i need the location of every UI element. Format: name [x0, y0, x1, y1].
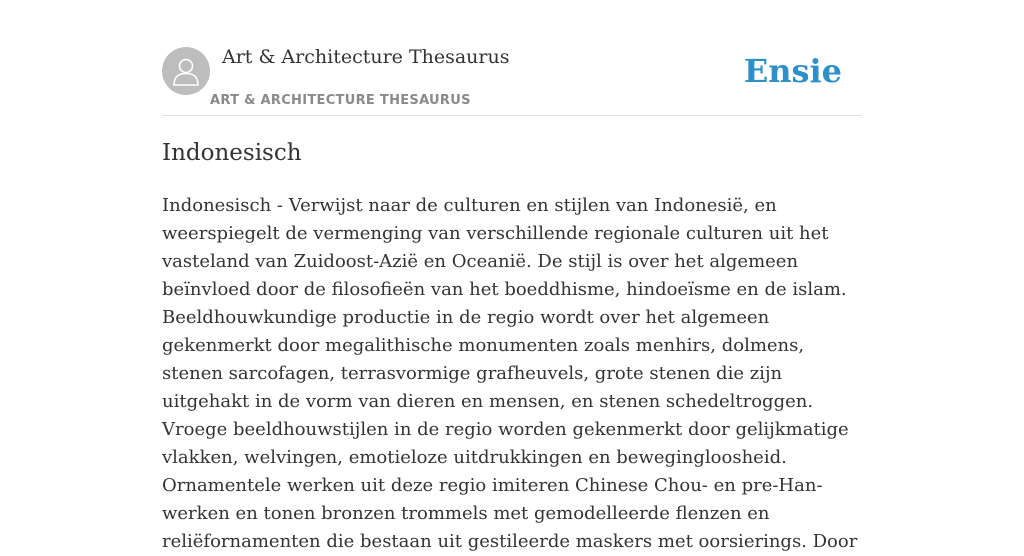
article-body: Indonesisch - Verwijst naar de culturen en stijlen van Indonesië, en weerspiegelt de vermenging van verschillende regionale culturen uit het vasteland van Zuidoost-Azië en Oceanië. De stijl is over het algemeen beïnvloed door de filosofieën van het boeddhisme, hindoeïsme en de islam. Beeldhouwkundige productie in de regio wordt over het algemeen gekenmerkt door megalithische monumenten zoals menhirs, dolmens, stenen sarcofagen, terrasvormige grafheuvels, grote stenen die zijn uitgehakt in de vorm van dieren en mensen, en stenen schedeltroggen. Vroege beeldhouwstijlen in de regio worden gekenmerkt door gelijkmatige vlakken, welvingen, emotieloze uitdrukkingen en bewegingloosheid. Ornamentele werken uit deze regio imiteren Chinese Chou- en pre-Han-werken en tonen bronzen trommels met gemodelleerde flenzen en reliëfornamenten die bestaan uit gestileerde maskers met oorsierings. Door [162, 195, 858, 552]
page-header [162, 46, 862, 116]
site-logo[interactable]: Ensie [743, 52, 842, 90]
avatar[interactable] [162, 47, 210, 95]
source-tag[interactable]: ART & ARCHITECTURE THESAURUS [210, 93, 471, 108]
article-title: Indonesisch [162, 140, 302, 166]
author-name[interactable]: Art & Architecture Thesaurus [222, 46, 510, 68]
header-divider [162, 115, 862, 116]
user-icon [172, 56, 200, 86]
